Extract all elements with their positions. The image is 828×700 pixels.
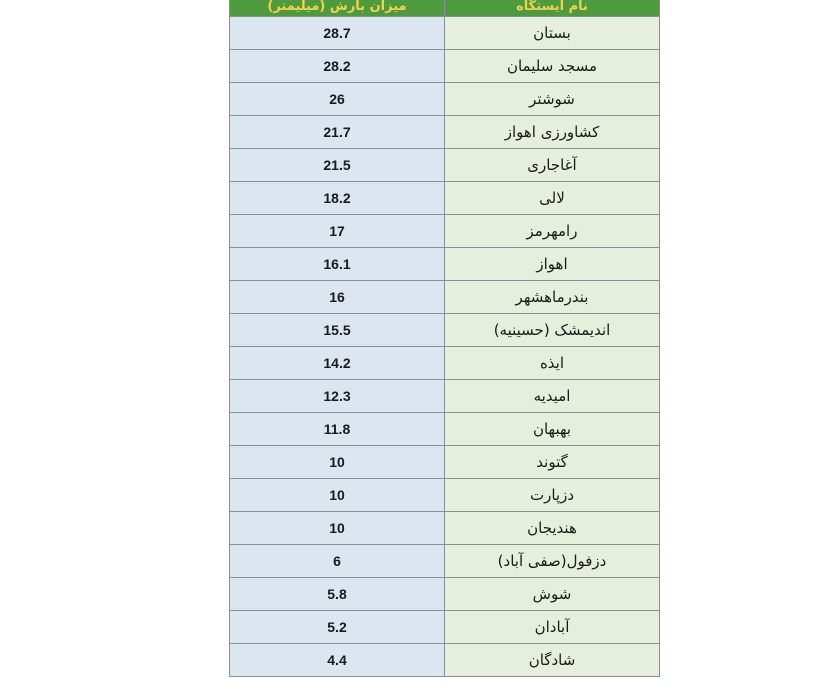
table-row [230, 380, 660, 413]
header-station: نام ایستگاه [445, 0, 660, 17]
table-row [230, 446, 660, 479]
table-row [230, 50, 660, 83]
station-name-cell: اندیمشک (حسینیه) [445, 314, 660, 347]
table-row [230, 281, 660, 314]
table-row [230, 83, 660, 116]
rainfall-amount-cell: 10 [230, 446, 445, 479]
rainfall-amount-cell: 16.1 [230, 248, 445, 281]
station-name-cell: هندیجان [445, 512, 660, 545]
station-name-cell: گتوند [445, 446, 660, 479]
rainfall-amount-cell: 16 [230, 281, 445, 314]
rainfall-amount-cell: 10 [230, 512, 445, 545]
table-row [230, 479, 660, 512]
rainfall-amount-cell: 14.2 [230, 347, 445, 380]
table-row [230, 248, 660, 281]
rainfall-amount-cell: 15.5 [230, 314, 445, 347]
station-name-cell: بستان [445, 17, 660, 50]
station-name-cell: شوش [445, 578, 660, 611]
rainfall-table [229, 0, 660, 677]
header-amount: میزان بارش (میلیمتر) [230, 0, 445, 17]
table-row [230, 17, 660, 50]
table-row [230, 644, 660, 677]
station-name-cell: شوشتر [445, 83, 660, 116]
station-name-cell: بهبهان [445, 413, 660, 446]
station-name-cell: کشاورزی اهواز [445, 116, 660, 149]
rainfall-amount-cell: 17 [230, 215, 445, 248]
rainfall-amount-cell: 18.2 [230, 182, 445, 215]
rainfall-amount-cell: 10 [230, 479, 445, 512]
table-row [230, 215, 660, 248]
table-row [230, 182, 660, 215]
rainfall-amount-cell: 28.7 [230, 17, 445, 50]
station-name-cell: دزفول(صفی آباد) [445, 545, 660, 578]
rainfall-amount-cell: 21.5 [230, 149, 445, 182]
table-row [230, 611, 660, 644]
rainfall-table-container [229, 0, 660, 677]
station-name-cell: شادگان [445, 644, 660, 677]
rainfall-amount-cell: 6 [230, 545, 445, 578]
station-name-cell: لالی [445, 182, 660, 215]
station-name-cell: رامهرمز [445, 215, 660, 248]
station-name-cell: مسجد سلیمان [445, 50, 660, 83]
station-name-cell: ایذه [445, 347, 660, 380]
rainfall-amount-cell: 21.7 [230, 116, 445, 149]
station-name-cell: دزپارت [445, 479, 660, 512]
table-row [230, 512, 660, 545]
rainfall-amount-cell: 5.2 [230, 611, 445, 644]
station-name-cell: آغاجاری [445, 149, 660, 182]
rainfall-amount-cell: 26 [230, 83, 445, 116]
station-name-cell: اهواز [445, 248, 660, 281]
rainfall-amount-cell: 28.2 [230, 50, 445, 83]
table-header-row [230, 0, 660, 17]
table-row [230, 314, 660, 347]
rainfall-amount-cell: 11.8 [230, 413, 445, 446]
station-name-cell: امیدیه [445, 380, 660, 413]
rainfall-amount-cell: 5.8 [230, 578, 445, 611]
table-row [230, 578, 660, 611]
table-row [230, 347, 660, 380]
table-body [230, 17, 660, 677]
table-row [230, 149, 660, 182]
rainfall-amount-cell: 12.3 [230, 380, 445, 413]
station-name-cell: آبادان [445, 611, 660, 644]
table-row [230, 116, 660, 149]
station-name-cell: بندرماهشهر [445, 281, 660, 314]
table-row [230, 545, 660, 578]
table-row [230, 413, 660, 446]
rainfall-amount-cell: 4.4 [230, 644, 445, 677]
